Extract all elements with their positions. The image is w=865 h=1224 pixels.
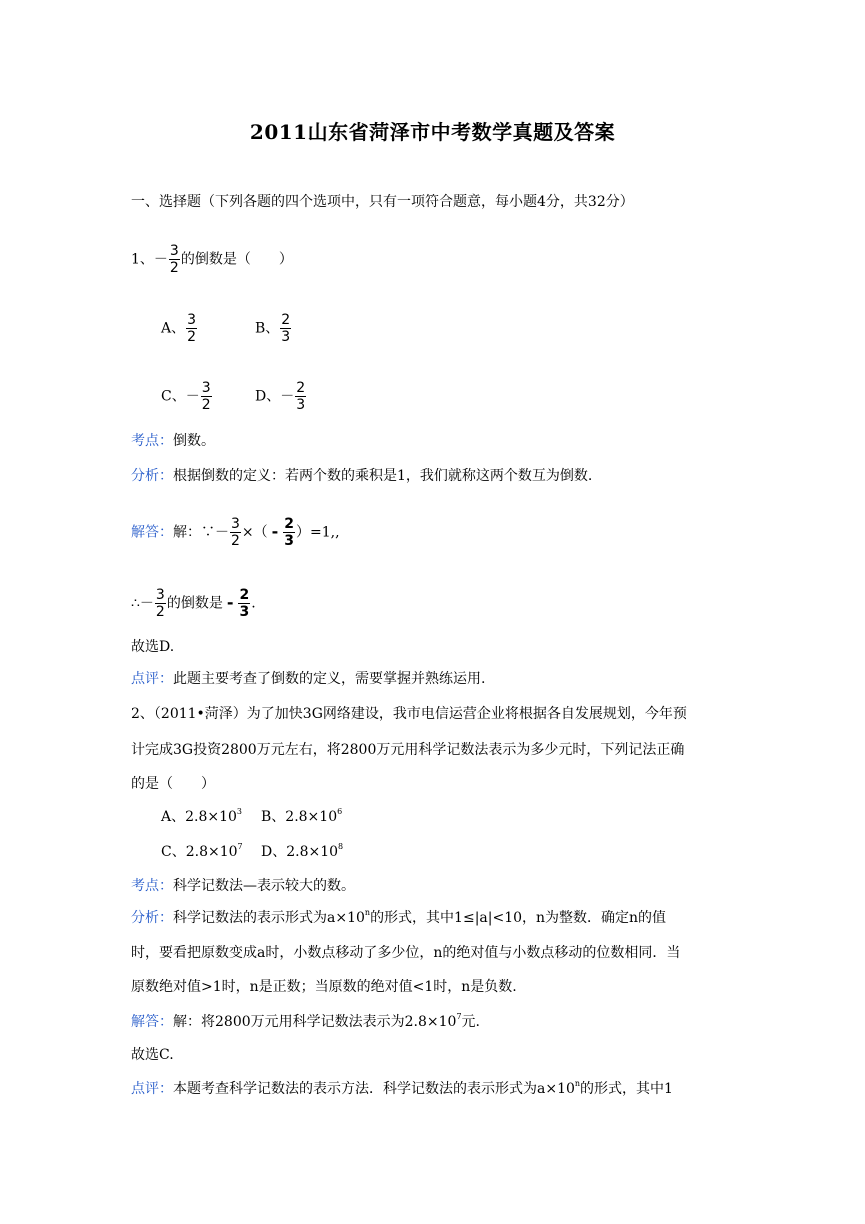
q1-kaodian: 考点：倒数。 bbox=[131, 433, 215, 449]
q1-choose: 故选D. bbox=[131, 639, 175, 655]
jieda-label: 解答： bbox=[131, 524, 173, 541]
q2-fenxi-line3: 原数绝对值>1时，n是正数；当原数的绝对值<1时，n是负数. bbox=[131, 979, 517, 995]
q2-stem-line3: 的是（ ） bbox=[131, 776, 215, 792]
q1-fenxi: 分析：根据倒数的定义：若两个数的乘积是1，我们就称这两个数互为倒数. bbox=[131, 468, 593, 484]
q1-stem bbox=[131, 244, 293, 275]
q1-option-a: A、 $\frac{3}{2}$ bbox=[161, 312, 197, 345]
q1-options-row2 bbox=[161, 381, 349, 412]
fenxi-label: 分析： bbox=[131, 468, 173, 484]
kaodian-label: 考点： bbox=[131, 433, 173, 449]
jieda-label: 解答： bbox=[131, 1014, 173, 1030]
q2-fenxi-line1: 分析：科学记数法的表示形式为$a\times 10^n$的形式，其中1≤|a|<10，n为整数．确定n的值 bbox=[131, 908, 667, 926]
q2-option-c: C、$2.8\times 10^7$ bbox=[161, 842, 243, 860]
minus-sign: - bbox=[226, 592, 234, 612]
q2-option-d: D、$2.8\times 10^8$ bbox=[261, 842, 344, 860]
q2-fenxi-line2: 时，要看把原数变成a时，小数点移动了多少位，n的绝对值与小数点移动的位数相同．当 bbox=[131, 945, 681, 961]
q2-jieda: 解答：解：将2800万元用科学记数法表示为$2.8\times 10^7$元. bbox=[131, 1012, 480, 1030]
q2-options-row2 bbox=[161, 842, 361, 862]
q2-option-b: B、$2.8\times 10^6$ bbox=[261, 807, 343, 825]
q1-therefore: ∴－ $\frac{3}{2}$ 的倒数是 - $\frac{2}{3}$ . bbox=[131, 587, 256, 620]
q1-stem-prefix: 1、－ bbox=[131, 251, 168, 268]
q2-kaodian: 考点：科学记数法—表示较大的数。 bbox=[131, 878, 355, 894]
q1-dianping: 点评：此题主要考查了倒数的定义，需要掌握并熟练运用. bbox=[131, 671, 486, 687]
q2-choose: 故选C. bbox=[131, 1047, 174, 1063]
dianping-label: 点评： bbox=[131, 671, 173, 687]
q1-option-d: D、－ $\frac{2}{3}$ bbox=[255, 380, 306, 413]
q1-stem-fraction: $\frac{3}{2}$ bbox=[169, 243, 179, 276]
dianping-label: 点评： bbox=[131, 1081, 173, 1097]
q1-option-b: B、 $\frac{2}{3}$ bbox=[255, 312, 291, 345]
q1-jieda: 解答：解：∵－ $\frac{3}{2}$ ×（ - $\frac{2}{3}$ ）=1,, bbox=[131, 516, 340, 549]
q2-stem-line1: 2、（2011•菏泽）为了加快3G网络建设，我市电信运营企业将根据各自发展规划，今年预 bbox=[131, 706, 687, 722]
q1-stem-suffix: 的倒数是（ ） bbox=[180, 251, 293, 268]
q2-stem-line2: 计完成3G投资2800万元左右，将2800万元用科学记数法表示为多少元时，下列记法正确 bbox=[131, 742, 685, 758]
kaodian-label: 考点： bbox=[131, 878, 173, 894]
q2-option-a: A、$2.8\times 10^3$ bbox=[161, 807, 243, 825]
fenxi-label: 分析： bbox=[131, 910, 173, 926]
section-heading: 一、选择题（下列各题的四个选项中，只有一项符合题意，每小题4分，共32分） bbox=[131, 194, 634, 210]
q2-dianping: 点评：本题考查科学记数法的表示方法．科学记数法的表示形式为$a\times 10^n$的形式，其中1 bbox=[131, 1079, 673, 1097]
page-title: 2011山东省菏泽市中考数学真题及答案 bbox=[249, 120, 616, 144]
q2-options-row1 bbox=[161, 807, 361, 827]
q1-option-c: C、－ $\frac{3}{2}$ bbox=[161, 380, 211, 413]
minus-sign: - bbox=[271, 521, 279, 541]
q1-options-row1 bbox=[161, 313, 349, 344]
